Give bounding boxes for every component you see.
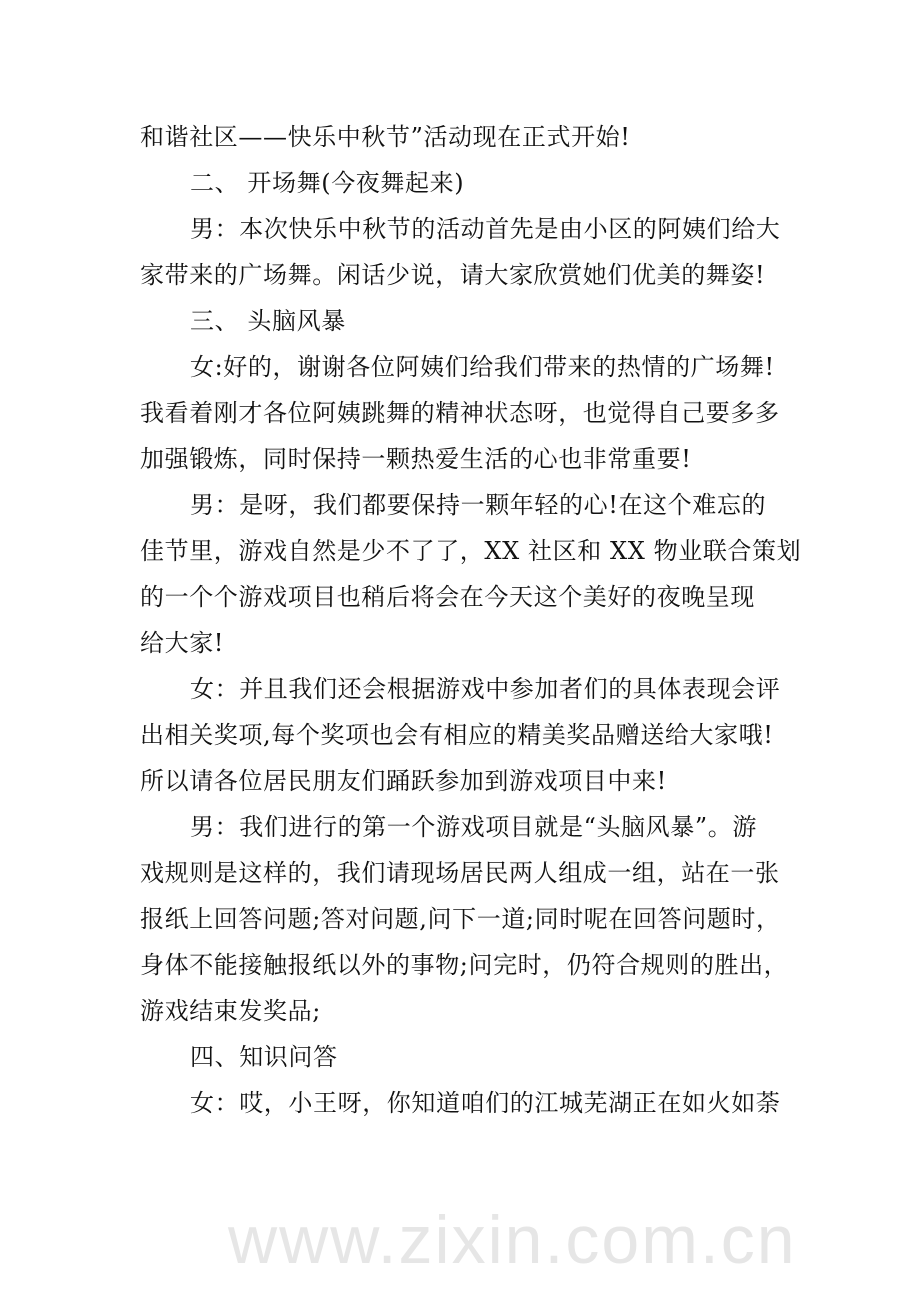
- text-line: 三、 头脑风暴: [190, 307, 346, 335]
- text-line: 我看着刚才各位阿姨跳舞的精神状态呀，也觉得自己要多多: [140, 399, 780, 427]
- text-line: 二、 开场舞(今夜舞起来): [190, 169, 465, 197]
- text-line: 家带来的广场舞。闲话少说，请大家欣赏她们优美的舞姿!: [140, 261, 766, 289]
- text-line: 给大家!: [140, 629, 225, 657]
- text-line: 身体不能接触报纸以外的事物;问完时，仍符合规则的胜出，: [140, 951, 789, 979]
- text-line: 和谐社区——快乐中秋节”活动现在正式开始!: [140, 123, 631, 151]
- text-line: 四、知识问答: [190, 1043, 338, 1071]
- text-line: 加强锻炼，同时保持一颗热爱生活的心也非常重要!: [140, 445, 692, 473]
- document-body: [140, 114, 800, 1126]
- text-line: 报纸上回答问题;答对问题,问下一道;同时呢在回答问题时，: [140, 905, 781, 933]
- watermark: www.zixin.com.cn: [228, 1202, 797, 1278]
- text-line: 游戏结束发奖品;: [140, 997, 321, 1025]
- text-line: 男：本次快乐中秋节的活动首先是由小区的阿姨们给大: [190, 215, 781, 243]
- text-line: 女:好的，谢谢各位阿姨们给我们带来的热情的广场舞!: [190, 353, 775, 381]
- text-line: 佳节里，游戏自然是少不了了，XX 社区和 XX 物业联合策划: [140, 537, 802, 565]
- text-line: 出相关奖项,每个奖项也会有相应的精美奖品赠送给大家哦!: [140, 721, 774, 749]
- text-line: 的一个个游戏项目也稍后将会在今天这个美好的夜晚呈现: [140, 583, 755, 611]
- text-line: 所以请各位居民朋友们踊跃参加到游戏项目中来!: [140, 767, 667, 795]
- text-line: 女：哎，小王呀，你知道咱们的江城芜湖正在如火如荼: [190, 1089, 781, 1117]
- text-line: 男：是呀，我们都要保持一颗年轻的心!在这个难忘的: [190, 491, 767, 519]
- text-line: 女：并且我们还会根据游戏中参加者们的具体表现会评: [190, 675, 781, 703]
- text-line: 男：我们进行的第一个游戏项目就是“头脑风暴”。游: [190, 813, 757, 841]
- text-line: 戏规则是这样的，我们请现场居民两人组成一组，站在一张: [140, 859, 780, 887]
